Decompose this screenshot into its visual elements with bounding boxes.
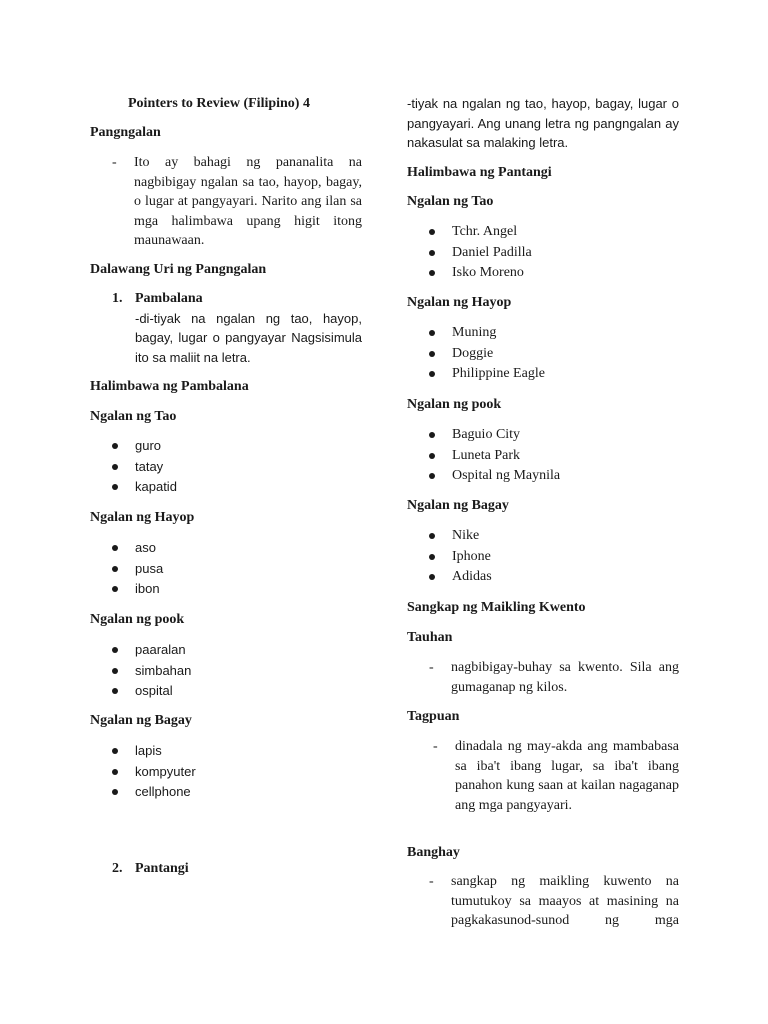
bullet-icon xyxy=(429,270,435,276)
list-item: aso xyxy=(108,538,348,559)
bullet-icon xyxy=(112,464,118,470)
heading-ngalan-hayop-pantangi: Ngalan ng Hayop xyxy=(407,295,512,310)
dash-marker: - xyxy=(112,155,117,170)
list-item: tatay xyxy=(108,457,348,478)
pantangi-definition: -tiyak na ngalan ng tao, hayop, bagay, lugar o pangyayari. Ang unang letra ng pangngalan ay nakasulat sa malaking letra. xyxy=(407,96,679,150)
list-item: guro xyxy=(108,436,348,457)
list-tao-pantangi xyxy=(425,222,665,284)
bullet-icon xyxy=(429,574,435,580)
list-bagay-pantangi xyxy=(425,526,665,588)
list-item: kapatid xyxy=(108,477,348,498)
list-item: Doggie xyxy=(425,344,665,365)
heading-ngalan-tao-pambalana: Ngalan ng Tao xyxy=(90,409,177,424)
tagpuan-definition-text: dinadala ng may-akda ang mambabasa sa iba't ibang lugar, sa iba't ibang panahon kung saan at kailan nagaganap ang mga pangyayari. xyxy=(455,739,679,813)
list-item: ospital xyxy=(108,681,348,702)
heading-pangngalan: Pangngalan xyxy=(90,125,161,140)
list-hayop-pambalana xyxy=(108,538,348,600)
heading-sangkap: Sangkap ng Maikling Kwento xyxy=(407,600,586,615)
bullet-icon xyxy=(429,250,435,256)
heading-dalawang-uri: Dalawang Uri ng Pangngalan xyxy=(90,262,267,277)
numbered-item-pambalana xyxy=(90,289,362,367)
heading-banghay: Banghay xyxy=(407,845,460,860)
heading-ngalan-pook-pambalana: Ngalan ng pook xyxy=(90,612,185,627)
banghay-definition-text: sangkap ng maikling kuwento na tumutukoy sa maayos at masining na pagkakasunod-sunod ng mga xyxy=(451,874,679,928)
list-item: lapis xyxy=(108,741,348,762)
banghay-definition xyxy=(429,872,679,931)
list-item: Daniel Padilla xyxy=(425,243,665,264)
tagpuan-definition xyxy=(433,737,679,815)
bullet-icon xyxy=(112,586,118,592)
list-item: Luneta Park xyxy=(425,446,665,467)
bullet-icon xyxy=(112,484,118,490)
list-item: Isko Moreno xyxy=(425,263,665,284)
list-pook-pantangi xyxy=(425,425,665,487)
list-item: Philippine Eagle xyxy=(425,364,665,385)
bullet-icon xyxy=(429,371,435,377)
item-title-pantangi: Pantangi xyxy=(135,861,189,876)
bullet-icon xyxy=(112,443,118,449)
item-number: 1. xyxy=(112,291,123,306)
heading-ngalan-bagay-pantangi: Ngalan ng Bagay xyxy=(407,498,509,513)
list-item: Iphone xyxy=(425,547,665,568)
heading-ngalan-pook-pantangi: Ngalan ng pook xyxy=(407,397,502,412)
list-item: Nike xyxy=(425,526,665,547)
item-title-pambalana: Pambalana xyxy=(135,291,203,306)
list-item: paaralan xyxy=(108,640,348,661)
heading-halimbawa-pantangi: Halimbawa ng Pantangi xyxy=(407,165,552,180)
bullet-icon xyxy=(429,330,435,336)
list-hayop-pantangi xyxy=(425,323,665,385)
item-number: 2. xyxy=(112,861,123,876)
bullet-icon xyxy=(112,647,118,653)
dash-marker: - xyxy=(433,739,438,754)
list-bagay-pambalana xyxy=(108,741,348,803)
bullet-icon xyxy=(112,688,118,694)
list-item: Tchr. Angel xyxy=(425,222,665,243)
bullet-icon xyxy=(429,453,435,459)
heading-ngalan-bagay-pambalana: Ngalan ng Bagay xyxy=(90,713,192,728)
list-item: ibon xyxy=(108,579,348,600)
heading-ngalan-hayop-pambalana: Ngalan ng Hayop xyxy=(90,510,195,525)
bullet-icon xyxy=(429,554,435,560)
item-body xyxy=(135,859,362,879)
bullet-icon xyxy=(429,432,435,438)
list-item: simbahan xyxy=(108,661,348,682)
bullet-icon xyxy=(429,351,435,357)
bullet-icon xyxy=(112,668,118,674)
tauhan-definition-text: nagbibigay-buhay sa kwento. Sila ang gumaganap ng kilos. xyxy=(451,660,679,695)
tauhan-definition xyxy=(429,658,679,697)
bullet-icon xyxy=(112,748,118,754)
bullet-icon xyxy=(429,473,435,479)
heading-tagpuan: Tagpuan xyxy=(407,709,460,724)
page-title: Pointers to Review (Filipino) 4 xyxy=(128,96,310,111)
heading-halimbawa-pambalana: Halimbawa ng Pambalana xyxy=(90,379,249,394)
list-item: kompyuter xyxy=(108,762,348,783)
bullet-icon xyxy=(429,533,435,539)
heading-ngalan-tao-pantangi: Ngalan ng Tao xyxy=(407,194,494,209)
list-item: Baguio City xyxy=(425,425,665,446)
bullet-icon xyxy=(112,769,118,775)
list-item: Muning xyxy=(425,323,665,344)
pambalana-definition: -di-tiyak na ngalan ng tao, hayop, bagay, lugar o pangyayar Nagsisimula ito sa maliit na letra. xyxy=(135,310,362,365)
pangngalan-definition xyxy=(112,153,362,251)
pangngalan-definition-text: Ito ay bahagi ng pananalita na nagbibigay ngalan sa tao, hayop, bagay, o lugar at pangyayari. Narito ang ilan sa mga halimbawa upang higit itong maunawaan. xyxy=(134,155,362,248)
list-pook-pambalana xyxy=(108,640,348,702)
bullet-icon xyxy=(112,789,118,795)
dash-marker: - xyxy=(429,660,434,675)
list-tao-pambalana xyxy=(108,436,348,498)
list-item: pusa xyxy=(108,559,348,580)
bullet-icon xyxy=(429,229,435,235)
dash-marker: - xyxy=(429,874,434,889)
numbered-item-pantangi xyxy=(90,859,362,879)
bullet-icon xyxy=(112,566,118,572)
list-item: cellphone xyxy=(108,782,348,803)
list-item: Ospital ng Maynila xyxy=(425,466,665,487)
heading-tauhan: Tauhan xyxy=(407,630,453,645)
bullet-icon xyxy=(112,545,118,551)
item-body xyxy=(135,289,362,367)
list-item: Adidas xyxy=(425,567,665,588)
